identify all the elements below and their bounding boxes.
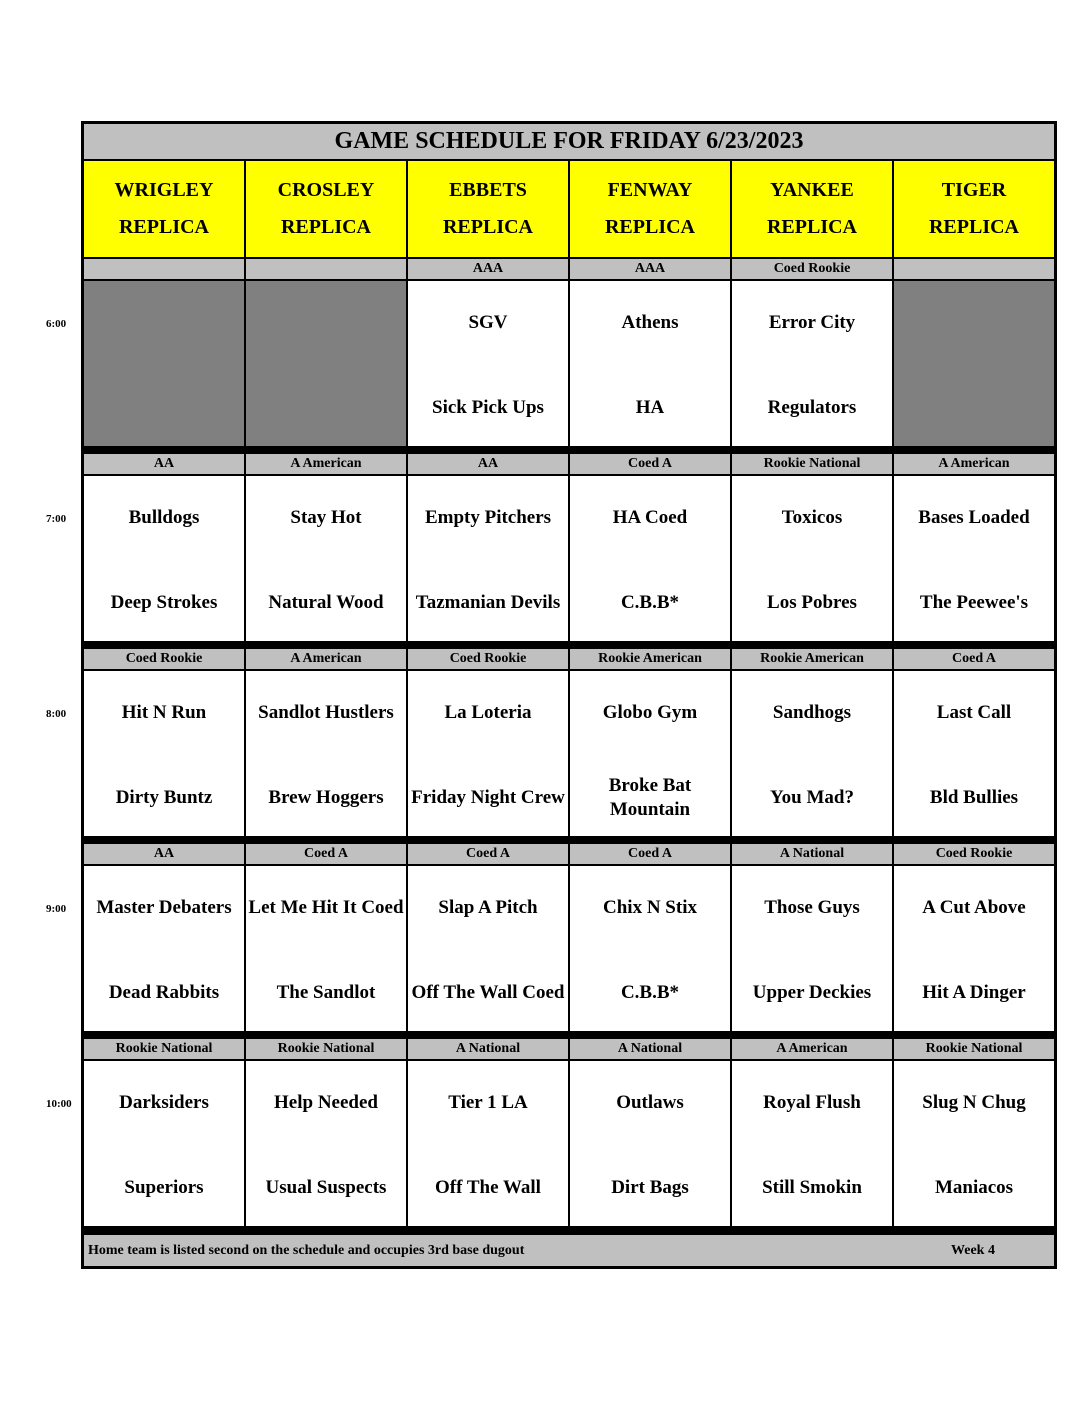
division-label: Rookie National bbox=[732, 454, 892, 474]
home-team: Superiors bbox=[124, 1177, 204, 1198]
field-name: FENWAY bbox=[607, 179, 693, 201]
game-cell bbox=[246, 1061, 406, 1226]
time-label: 8:00 bbox=[46, 708, 67, 720]
division-label: A National bbox=[570, 1039, 730, 1059]
game-cell bbox=[408, 476, 568, 641]
away-team: Bulldogs bbox=[128, 507, 200, 528]
division-label: A American bbox=[246, 454, 406, 474]
division-label: Coed Rookie bbox=[894, 844, 1054, 864]
field-subtitle: REPLICA bbox=[118, 216, 209, 238]
away-team: La Loteria bbox=[444, 702, 532, 723]
game-cell bbox=[732, 476, 892, 641]
away-team: Slap A Pitch bbox=[438, 897, 538, 918]
field-header-tiger bbox=[894, 161, 1054, 257]
home-team: Natural Wood bbox=[268, 592, 384, 613]
field-header-wrigley bbox=[84, 161, 244, 257]
blocked-cell bbox=[84, 281, 244, 446]
home-team: Los Pobres bbox=[767, 592, 857, 613]
time-label: 6:00 bbox=[46, 318, 67, 330]
home-team: Dirty Buntz bbox=[115, 787, 213, 808]
away-team: Darksiders bbox=[119, 1092, 209, 1113]
division-label: Coed A bbox=[570, 844, 730, 864]
game-cell bbox=[246, 476, 406, 641]
away-team: Royal Flush bbox=[763, 1092, 861, 1113]
time-label: 10:00 bbox=[46, 1098, 72, 1110]
away-team: Bases Loaded bbox=[918, 507, 1030, 528]
blocked-cell bbox=[246, 281, 406, 446]
division-label: AAA bbox=[570, 259, 730, 279]
division-label: Coed Rookie bbox=[84, 649, 244, 669]
field-subtitle: REPLICA bbox=[766, 216, 857, 238]
home-team: C.B.B* bbox=[620, 982, 680, 1003]
field-header-ebbets bbox=[408, 161, 568, 257]
home-team: Regulators bbox=[767, 397, 857, 418]
game-cell bbox=[894, 1061, 1054, 1226]
game-cell bbox=[84, 476, 244, 641]
division-label: AA bbox=[84, 454, 244, 474]
schedule-table bbox=[81, 121, 1057, 1269]
home-team: Broke Bat Mountain bbox=[608, 775, 692, 820]
home-team: Hit A Dinger bbox=[922, 982, 1026, 1003]
division-label bbox=[246, 259, 406, 279]
field-header-fenway bbox=[570, 161, 730, 257]
away-team: SGV bbox=[468, 312, 508, 333]
footer-note: Home team is listed second on the schedule and occupies 3rd base dugout bbox=[88, 1243, 525, 1258]
game-cell bbox=[732, 671, 892, 836]
division-label: Rookie National bbox=[84, 1039, 244, 1059]
time-label: 7:00 bbox=[46, 513, 67, 525]
division-label bbox=[894, 259, 1054, 279]
division-label: Rookie National bbox=[246, 1039, 406, 1059]
division-label: Rookie American bbox=[570, 649, 730, 669]
game-cell bbox=[246, 866, 406, 1031]
home-team: Sick Pick Ups bbox=[432, 397, 544, 418]
division-label: A American bbox=[732, 1039, 892, 1059]
game-cell bbox=[732, 281, 892, 446]
home-team: The Sandlot bbox=[276, 982, 376, 1003]
field-header-yankee bbox=[732, 161, 892, 257]
game-cell bbox=[408, 281, 568, 446]
home-team: Off The Wall Coed bbox=[411, 982, 565, 1003]
field-name: TIGER bbox=[941, 179, 1007, 201]
away-team: Sandlot Hustlers bbox=[258, 702, 394, 723]
away-team: A Cut Above bbox=[922, 897, 1026, 918]
home-team: You Mad? bbox=[770, 787, 854, 808]
field-name: CROSLEY bbox=[277, 179, 375, 201]
home-team: Dirt Bags bbox=[611, 1177, 689, 1198]
game-cell bbox=[570, 281, 730, 446]
away-team: Sandhogs bbox=[772, 702, 852, 723]
away-team: Outlaws bbox=[616, 1092, 684, 1113]
division-label: A National bbox=[408, 1039, 568, 1059]
field-name: YANKEE bbox=[770, 179, 854, 201]
game-cell bbox=[84, 866, 244, 1031]
division-label: Rookie National bbox=[894, 1039, 1054, 1059]
field-subtitle: REPLICA bbox=[928, 216, 1019, 238]
division-label: Coed A bbox=[246, 844, 406, 864]
away-team: Hit N Run bbox=[121, 702, 207, 723]
game-cell bbox=[570, 476, 730, 641]
game-cell bbox=[84, 1061, 244, 1226]
away-team: Error City bbox=[768, 312, 856, 333]
division-label: Coed A bbox=[570, 454, 730, 474]
division-label: Rookie American bbox=[732, 649, 892, 669]
away-team: Master Debaters bbox=[96, 897, 232, 918]
away-team: Those Guys bbox=[764, 897, 860, 918]
away-team: Last Call bbox=[936, 702, 1012, 723]
away-team: Empty Pitchers bbox=[424, 507, 552, 528]
away-team: Help Needed bbox=[274, 1092, 378, 1113]
time-column bbox=[0, 0, 82, 1408]
division-label: AAA bbox=[408, 259, 568, 279]
division-label: AA bbox=[84, 844, 244, 864]
game-cell bbox=[570, 866, 730, 1031]
game-cell bbox=[732, 866, 892, 1031]
home-team: Bld Bullies bbox=[929, 787, 1019, 808]
game-cell bbox=[570, 1061, 730, 1226]
game-cell bbox=[732, 1061, 892, 1226]
home-team: Brew Hoggers bbox=[268, 787, 384, 808]
division-label: Coed Rookie bbox=[408, 649, 568, 669]
field-name: WRIGLEY bbox=[114, 179, 214, 201]
footer-bar bbox=[84, 1235, 1054, 1266]
field-subtitle: REPLICA bbox=[604, 216, 695, 238]
home-team: The Peewee's bbox=[919, 592, 1029, 613]
home-team: Friday Night Crew bbox=[411, 787, 565, 808]
home-team: Upper Deckies bbox=[752, 982, 872, 1003]
away-team: Athens bbox=[621, 312, 679, 333]
away-team: Globo Gym bbox=[602, 702, 698, 723]
home-team: Off The Wall bbox=[435, 1177, 541, 1198]
home-team: Deep Strokes bbox=[110, 592, 218, 613]
game-cell bbox=[408, 1061, 568, 1226]
home-team: Dead Rabbits bbox=[108, 982, 220, 1003]
field-subtitle: REPLICA bbox=[442, 216, 533, 238]
home-team: Still Smokin bbox=[762, 1177, 862, 1198]
game-cell bbox=[894, 866, 1054, 1031]
away-team: Let Me Hit It Coed bbox=[248, 897, 404, 918]
week-label: Week 4 bbox=[951, 1243, 995, 1258]
schedule-title: GAME SCHEDULE FOR FRIDAY 6/23/2023 bbox=[84, 124, 1054, 159]
away-team: HA Coed bbox=[612, 507, 688, 528]
field-header-crosley bbox=[246, 161, 406, 257]
division-label: Coed A bbox=[408, 844, 568, 864]
home-team: Tazmanian Devils bbox=[415, 592, 561, 613]
game-cell bbox=[84, 671, 244, 836]
division-label: A American bbox=[246, 649, 406, 669]
home-team: Usual Suspects bbox=[265, 1177, 387, 1198]
game-cell bbox=[570, 671, 730, 836]
division-label: AA bbox=[408, 454, 568, 474]
away-team: Slug N Chug bbox=[922, 1092, 1026, 1113]
away-team: Chix N Stix bbox=[603, 897, 697, 918]
game-cell bbox=[894, 671, 1054, 836]
division-label: A American bbox=[894, 454, 1054, 474]
field-name: EBBETS bbox=[449, 179, 527, 201]
away-team: Stay Hot bbox=[290, 507, 362, 528]
away-team: Tier 1 LA bbox=[448, 1092, 528, 1113]
game-cell bbox=[246, 671, 406, 836]
home-team: HA bbox=[635, 397, 665, 418]
home-team: Maniacos bbox=[934, 1177, 1014, 1198]
away-team: Toxicos bbox=[781, 507, 843, 528]
division-label: Coed A bbox=[894, 649, 1054, 669]
game-cell bbox=[408, 671, 568, 836]
division-label bbox=[84, 259, 244, 279]
division-label: A National bbox=[732, 844, 892, 864]
field-subtitle: REPLICA bbox=[280, 216, 371, 238]
home-team: C.B.B* bbox=[620, 592, 680, 613]
game-cell bbox=[408, 866, 568, 1031]
blocked-cell bbox=[894, 281, 1054, 446]
game-cell bbox=[894, 476, 1054, 641]
division-label: Coed Rookie bbox=[732, 259, 892, 279]
time-label: 9:00 bbox=[46, 903, 67, 915]
